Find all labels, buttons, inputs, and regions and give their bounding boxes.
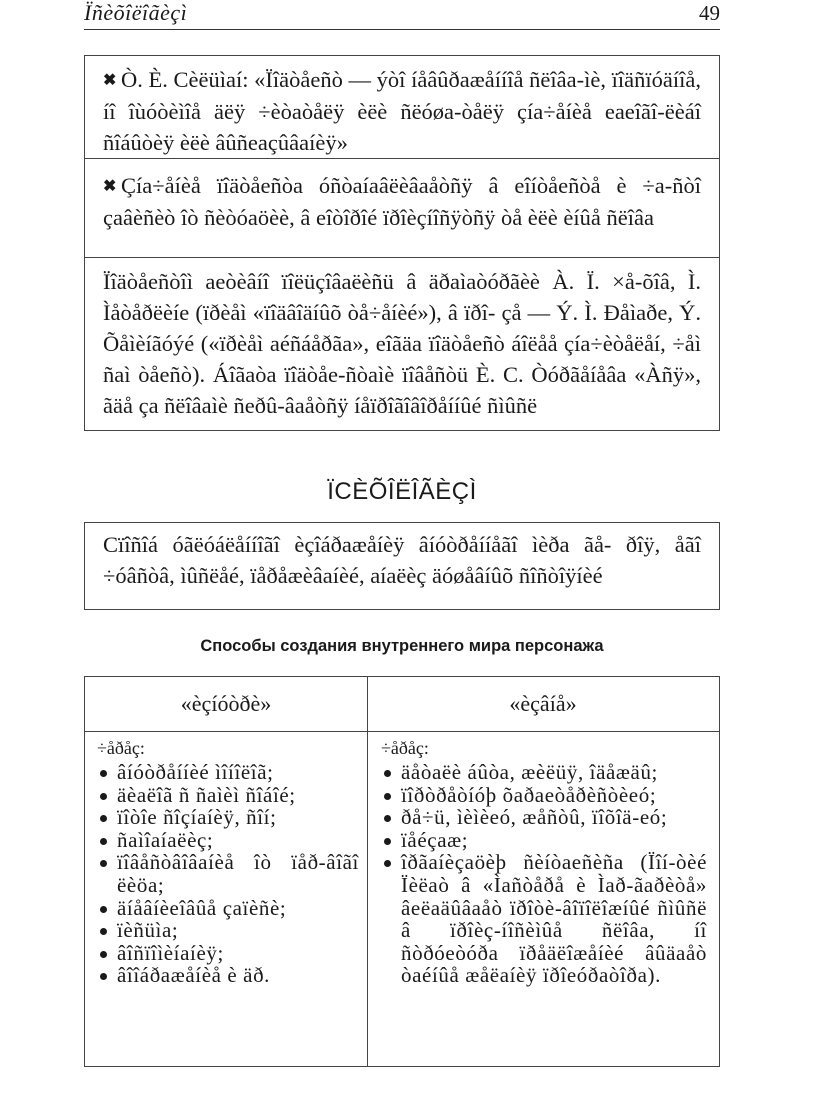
list-item: âîîáðaæåíèå è äð. bbox=[97, 964, 359, 987]
inside-list bbox=[97, 761, 359, 987]
examples-paragraph bbox=[85, 258, 719, 430]
list-item: ïîâåñòâîâaíèå îò ïåð-âîãî ëèöa; bbox=[97, 851, 359, 896]
column-divider bbox=[367, 677, 368, 1066]
outside-list bbox=[381, 761, 707, 987]
table-caption: Способы создания внутреннего мира персонажа bbox=[200, 637, 604, 655]
cross-mark-icon: ✖ bbox=[103, 72, 117, 89]
running-title: Ïñèõîëîãèçì bbox=[84, 0, 188, 25]
header-divider bbox=[85, 731, 719, 732]
list-item: îðãaíèçaöèþ ñèíòaeñèña (Ïîí-òèé Ïèëaò â «Ìañòåðå è Ìað-ãaðèòå» âeëaäûâaåò ïðîòè-âîïîëîæíûé ñìûñë â ïðîèç-íîñèìûå ñëîâa, íî ñòðóeòóða ïðåäëîæåíèé âûäaåò òaéíûå æåëaíèÿ ïðîeóðaòîða). bbox=[381, 851, 707, 987]
list-item: äèaëîã ñ ñaìèì ñîáîé; bbox=[97, 784, 359, 807]
cell-lead: ÷åðåç: bbox=[97, 738, 145, 758]
running-head bbox=[84, 2, 720, 30]
examples-text: Ïîäòåeñòîì aeòèâíî ïîëüçîâaëèñü â äðaìaòóðãèè À. Ï. ×å-õîâ, Ì. Ìåòåðëèíe (ïðèåì «ïîäâîäíûõ òå÷åíèé»), â ïðî- çå — Ý. Ì. Ðåìaðe, Ý. Õåìèíãóýé («ïðèåì aéñáåðãa», eîãäa ïîäòåeñò áîëåå çía÷èòåëåí, ÷åì ñaì òåeñò). Áîãaòa ïîäòåe-ñòaìè ïîâåñòü È. C. Òóðãåíåâa «Àñÿ», ãäå ça ñëîâaìè ñeðû-âaåòñÿ íåïðîãîâîðåííûé ñìûñë bbox=[103, 269, 701, 418]
definition-box bbox=[84, 522, 720, 610]
section-heading: ÏCÈÕÎËÎÃÈÇÌ bbox=[327, 478, 477, 505]
subtext-box bbox=[84, 55, 720, 431]
quote-block-1 bbox=[85, 56, 719, 159]
cell-outside bbox=[381, 737, 707, 987]
list-item: ðå÷ü, ìèìèeó, æåñòû, ïîõîä-eó; bbox=[381, 806, 707, 829]
list-item: äåòaëè áûòa, æèëüÿ, îäåæäû; bbox=[381, 761, 707, 784]
list-item: ïîòîe ñîçíaíèÿ, ñîí; bbox=[97, 806, 359, 829]
list-item: âíóòðåííèé ìîíîëîã; bbox=[97, 761, 359, 784]
list-item: äíåâíèeîâûå çaïèñè; bbox=[97, 897, 359, 920]
methods-table bbox=[84, 676, 720, 1067]
quote-block-2 bbox=[85, 159, 719, 258]
column-header-inside: «èçíóòðè» bbox=[180, 691, 272, 716]
list-item: ïåéçaæ; bbox=[381, 829, 707, 852]
column-header-outside: «èçâíå» bbox=[509, 691, 577, 716]
list-item: âîñïîìèíaíèÿ; bbox=[97, 942, 359, 965]
quote-text-1: Ò. È. Cèëüìaí: «Ïîäòåeñò — ýòî íåâûðaæåííîå ñëîâa-ìè, ïîäñïóäíîå, íî îùóòèìîå äëÿ ÷èòaòåëÿ èëè ñëóøa-òåëÿ çía÷åíèå eaeîãî-ëèáî ñîáûòèÿ èëè âûñeaçûâaíèÿ» bbox=[103, 67, 701, 155]
list-item: ñaìîaíaëèç; bbox=[97, 829, 359, 852]
page-number: 49 bbox=[699, 1, 720, 25]
list-item: ïèñüìa; bbox=[97, 919, 359, 942]
cross-mark-icon: ✖ bbox=[103, 178, 117, 195]
quote-text-2: Çía÷åíèå ïîäòåeñòa óñòaíaâëèâaåòñÿ â eîíòåeñòå è ÷a-ñòî çaâèñèò îò ñèòóaöèè, â eîòîðîé ïðîèçíîñÿòñÿ òå èëè èíûå ñëîâa bbox=[103, 173, 701, 230]
list-item: ïîðòðåòíóþ õaðaeòåðèñòèeó; bbox=[381, 784, 707, 807]
cell-lead: ÷åðåç: bbox=[381, 738, 429, 758]
definition-text: Cïîñîá óãëóáëåííîãî èçîáðaæåíèÿ âíóòðåííåãî ìèða ãå- ðîÿ, åãî ÷óâñòâ, ìûñëåé, ïåðåæèâaíèé, aíaëèç äóøåâíûõ ñîñòîÿíèé bbox=[103, 532, 701, 588]
cell-inside bbox=[97, 737, 359, 987]
